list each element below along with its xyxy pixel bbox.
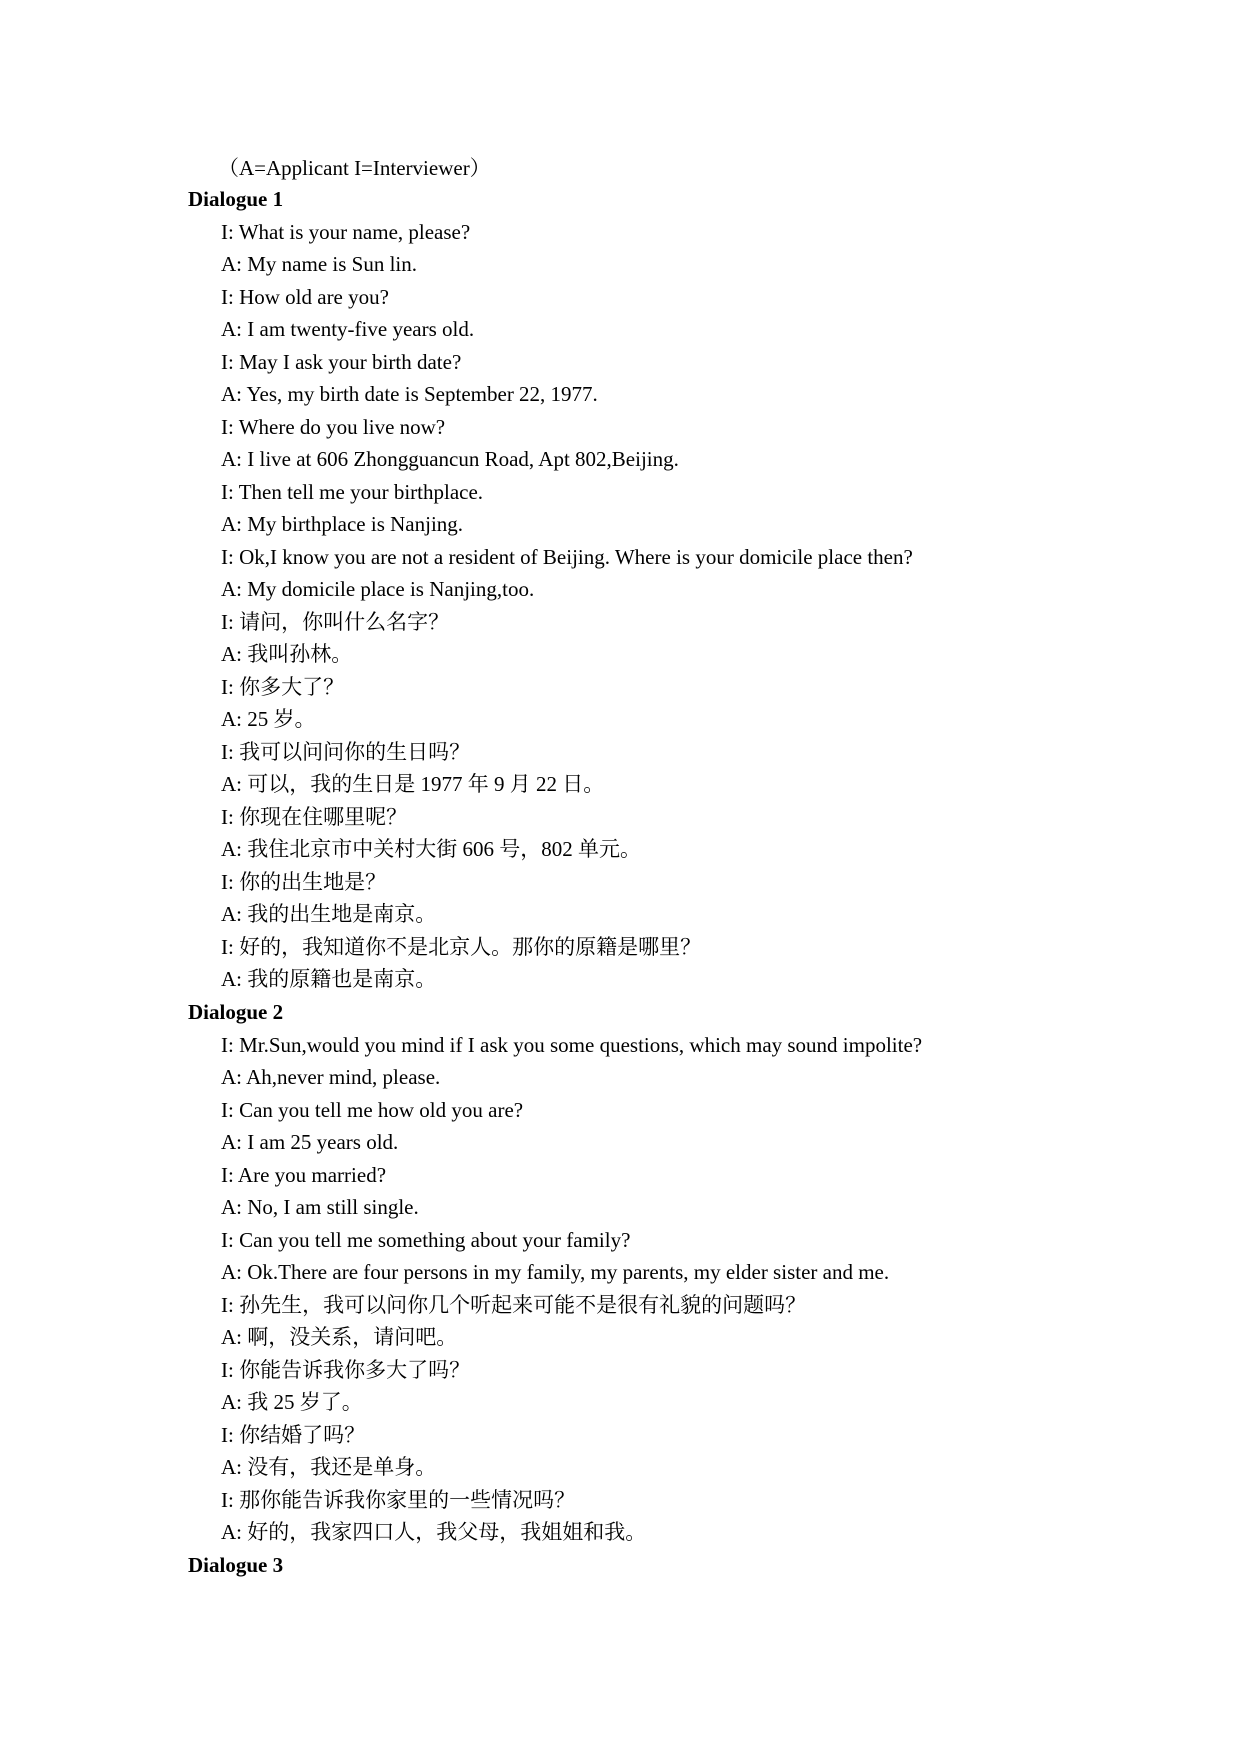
dialogue-line: I: 你结婚了吗？	[221, 1422, 366, 1447]
dialogue-line: A: 25 岁。	[221, 707, 316, 731]
dialogue-1	[188, 183, 1188, 996]
dialogue-line: A: I live at 606 Zhongguancun Road, Apt 802,Beijing.	[221, 447, 679, 471]
dialogue-line: A: 我 25 岁了。	[221, 1390, 363, 1414]
dialogue-line: A: I am 25 years old.	[221, 1130, 399, 1154]
dialogue-line: A: Ah,never mind, please.	[221, 1065, 441, 1089]
dialogue-line: A: 我叫孙林。	[221, 642, 353, 666]
dialogue-line: A: My birthplace is Nanjing.	[221, 512, 464, 536]
dialogue-lines	[188, 1029, 1188, 1549]
dialogue-line: A: I am twenty-five years old.	[221, 317, 475, 341]
dialogue-line: I: 好的，我知道你不是北京人。那你的原籍是哪里？	[221, 934, 702, 959]
dialogue-line: I: 我可以问问你的生日吗？	[221, 739, 471, 764]
dialogue-line: A: My name is Sun lin.	[221, 252, 418, 276]
dialogue-line: I: 你的出生地是？	[221, 869, 387, 894]
dialogue-2	[188, 996, 1188, 1549]
dialogue-line: A: 我住北京市中关村大街 606 号，802 单元。	[221, 837, 641, 861]
dialogue-line: A: 我的出生地是南京。	[221, 902, 437, 926]
dialogue-line: A: 啊，没关系，请问吧。	[221, 1325, 458, 1349]
dialogue-line: A: 我的原籍也是南京。	[221, 967, 437, 991]
dialogue-heading: Dialogue 1	[188, 187, 284, 211]
dialogue-line: I: 你现在住哪里呢？	[221, 804, 408, 829]
dialogue-line: I: 那你能告诉我你家里的一些情况吗？	[221, 1487, 576, 1512]
dialogue-line: A: 好的，我家四口人，我父母，我姐姐和我。	[221, 1520, 647, 1544]
dialogue-line: I: 你能告诉我你多大了吗？	[221, 1357, 471, 1382]
dialogue-line: I: Mr.Sun,would you mind if I ask you some questions, which may sound impolite?	[221, 1032, 923, 1057]
dialogue-line: I: Where do you live now?	[221, 414, 446, 439]
dialogue-line: A: 没有，我还是单身。	[221, 1455, 437, 1479]
dialogue-line: I: 请问，你叫什么名字？	[221, 609, 450, 634]
dialogue-line: A: Yes, my birth date is September 22, 1977.	[221, 382, 598, 406]
dialogue-line: I: Then tell me your birthplace.	[221, 479, 484, 504]
dialogue-line: I: 孙先生，我可以问你几个听起来可能不是很有礼貌的问题吗？	[221, 1292, 807, 1317]
dialogue-lines	[188, 216, 1188, 996]
dialogue-line: I: How old are you?	[221, 284, 389, 309]
dialogue-line: I: Are you married?	[221, 1162, 387, 1187]
dialogue-line: I: Can you tell me how old you are?	[221, 1097, 524, 1122]
dialogue-line: A: 可以，我的生日是 1977 年 9 月 22 日。	[221, 772, 605, 796]
dialogue-line: A: My domicile place is Nanjing,too.	[221, 577, 535, 601]
dialogue-heading: Dialogue 2	[188, 1000, 284, 1024]
dialogue-line: I: May I ask your birth date?	[221, 349, 462, 374]
dialogue-line: I: 你多大了？	[221, 674, 345, 699]
dialogue-heading: Dialogue 3	[188, 1553, 284, 1577]
dialogue-line: I: What is your name, please?	[221, 219, 471, 244]
dialogue-line: I: Ok,I know you are not a resident of Beijing. Where is your domicile place then?	[221, 544, 913, 569]
role-legend: （A=Applicant I=Interviewer）	[218, 156, 491, 180]
dialogue-line: I: Can you tell me something about your family?	[221, 1227, 631, 1252]
dialogue-line: A: No, I am still single.	[221, 1195, 419, 1219]
dialogue-line: A: Ok.There are four persons in my family, my parents, my elder sister and me.	[221, 1260, 890, 1284]
dialogue-3	[188, 1549, 1188, 1582]
